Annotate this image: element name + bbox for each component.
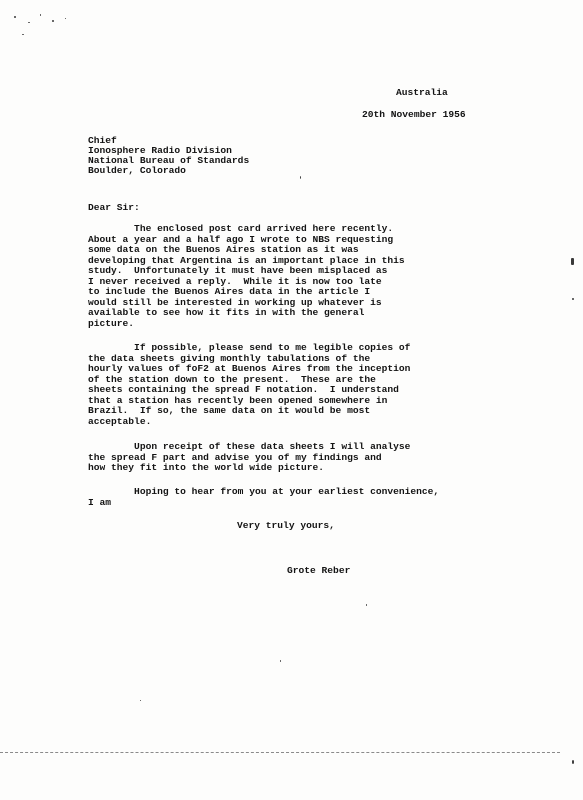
salutation: Dear Sir: — [88, 202, 140, 213]
body-line: sheets containing the spread F notation. I understand — [88, 384, 399, 395]
scan-speck — [300, 176, 301, 179]
body-line: The enclosed post card arrived here recently. — [88, 223, 394, 234]
body-line: About a year and a half ago I wrote to NBS requesting — [88, 234, 394, 245]
scan-speck — [571, 258, 574, 265]
body-line: the spread F part and advise you of my findings and — [88, 452, 382, 463]
scan-bottom-edge — [0, 752, 560, 753]
body-line: Brazil. If so, the same data on it would be most — [88, 405, 371, 416]
scan-speck — [14, 16, 16, 18]
body-line: Hoping to hear from you at your earliest convenience, — [88, 486, 440, 497]
recipient-line: Ionosphere Radio Division — [88, 145, 232, 156]
scan-speck — [280, 660, 281, 662]
body-line: would still be interested in working up whatever is — [88, 297, 382, 308]
body-line: available to see how it fits in with the general — [88, 307, 365, 318]
scan-speck — [572, 298, 574, 300]
body-line: acceptable. — [88, 416, 152, 427]
body-line: If possible, please send to me legible copies of — [88, 342, 411, 353]
scan-speck — [52, 20, 54, 22]
body-line: the data sheets giving monthly tabulations of the — [88, 353, 371, 364]
body-line: developing that Argentina is an important place in this — [88, 255, 405, 266]
body-line: Upon receipt of these data sheets I will analyse — [88, 441, 411, 452]
body-line: to include the Buenos Aires data in the article I — [88, 286, 371, 297]
body-line: how they fit into the world wide picture. — [88, 462, 325, 473]
scan-speck — [40, 14, 41, 16]
scan-speck — [366, 604, 367, 606]
body-line: of the station down to the present. These are the — [88, 374, 376, 385]
body-line: I am — [88, 497, 112, 508]
body-line: picture. — [88, 318, 135, 329]
recipient-line: National Bureau of Standards — [88, 155, 250, 166]
body-line: hourly values of foF2 at Buenos Aires from the inception — [88, 363, 411, 374]
scan-speck — [22, 34, 24, 35]
scan-speck — [65, 18, 66, 19]
recipient-line: Chief — [88, 135, 117, 146]
closing: Very truly yours, — [237, 520, 335, 531]
body-line: some data on the Buenos Aires station as it was — [88, 244, 359, 255]
body-line: I never received a reply. While it is now too late — [88, 276, 382, 287]
signature-name: Grote Reber — [287, 565, 351, 576]
scan-speck — [28, 22, 30, 23]
body-line: study. Unfortunately it must have been misplaced as — [88, 265, 388, 276]
letter-date: 20th November 1956 — [362, 109, 466, 120]
letter-location: Australia — [396, 87, 448, 98]
recipient-line: Boulder, Colorado — [88, 165, 186, 176]
scan-speck — [572, 760, 574, 764]
scan-speck — [140, 700, 141, 701]
body-line: that a station has recently been opened somewhere in — [88, 395, 388, 406]
